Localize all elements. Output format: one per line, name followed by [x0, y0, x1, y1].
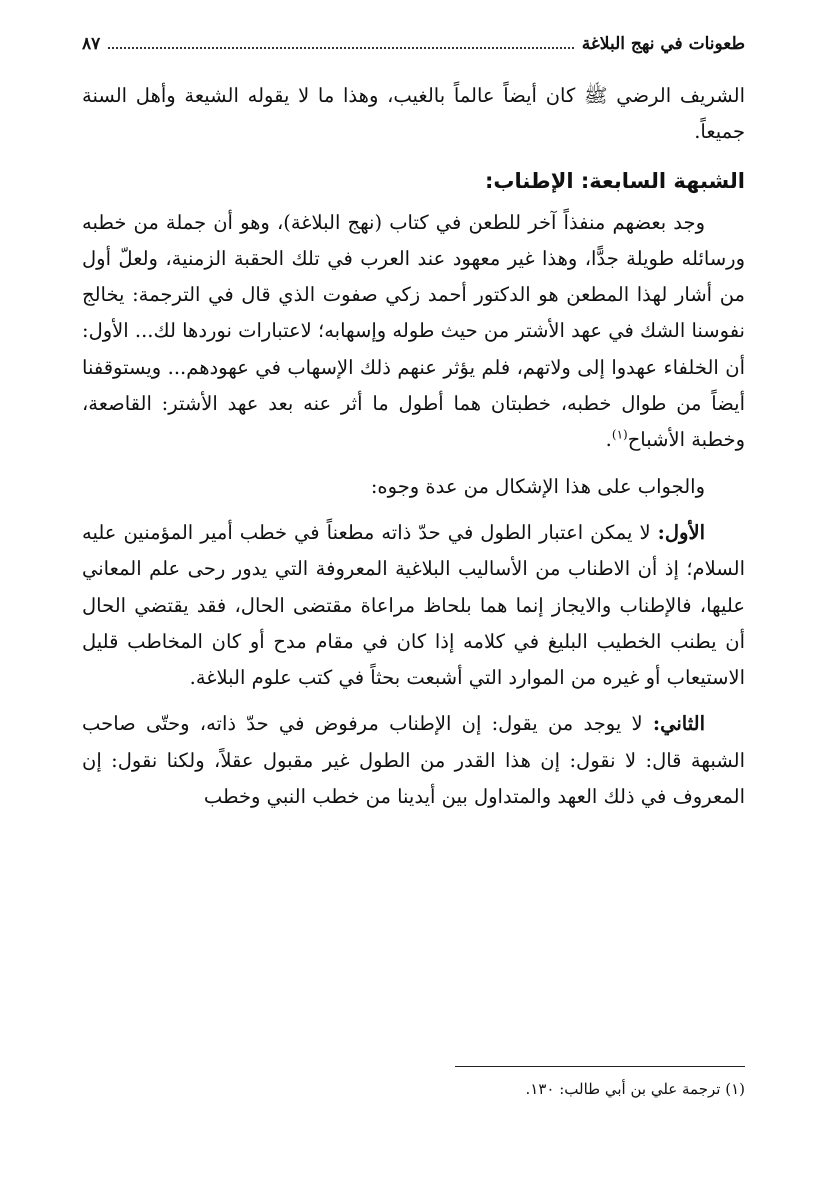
paragraph-objection-text: وجد بعضهم منفذاً آخر للطعن في كتاب (نهج البلاغة)، وهو أن جملة من خطبه ورسائله طويلة جدًّا، وهذا غير معهود عند العرب في تلك الحقبة الزمنية، ولعلّ أول من أشار لهذا المطعن هو الدكتور أحمد زكي صفوت الذي قال في الترجمة: يخالج نفوسنا الشك في عهد الأشتر من حيث طوله وإسهابه؛ لاعتبارات نوردها لك... الأول: أن الخلفاء عهدوا إلى ولاتهم، فلم يؤثر عنهم ذلك الإسهاب في عهودهم... ويستوقفنا أيضاً من طوال خطبه، خطبتان هما أطول ما أثر عنه بعد عهد الأشتر: القاصعة، وخطبة الأشباح: [82, 210, 745, 452]
second-point-label: الثاني:: [652, 712, 705, 736]
paragraph-answer-intro: والجواب على هذا الإشكال من عدة وجوه:: [370, 474, 705, 498]
body-text: [82, 78, 745, 815]
footnote-divider: [455, 1066, 745, 1067]
second-point-text: لا يوجد من يقول: إن الإطناب مرفوض في حدّ ذاته، وحتّى صاحب الشبهة قال: لا نقول: إن هذا القدر من الطول غير مقبول عقلاً، ولكنا نقول: إن المعروف في ذلك العهد والمتداول بين أيدينا من خطب النبي وخطب: [82, 712, 745, 809]
book-title: طعونات في نهج البلاغة: [581, 34, 745, 54]
paragraph-objection: [82, 205, 745, 459]
footnote: (١) ترجمة علي بن أبي طالب: ١٣٠.: [525, 1080, 745, 1098]
paragraph-second-point: [82, 706, 745, 815]
page-number: ٨٧: [82, 34, 101, 54]
paragraph-continuation: الشريف الرضي ﷺ كان أيضاً عالماً بالغيب، وهذا ما لا يقوله الشيعة وأهل السنة جميعاً.: [82, 84, 745, 144]
first-point-label: الأول:: [657, 520, 705, 544]
header-dot-leader: [108, 33, 574, 49]
paragraph-first-point: [82, 515, 745, 696]
first-point-text: لا يمكن اعتبار الطول في حدّ ذاته مطعناً في خطب أمير المؤمنين عليه السلام؛ إذ أن الاطناب من الأساليب البلاغية المعروفة التي يدور رحى علم المعاني عليها، فالإطناب والايجاز إنما هما بلحاظ مراعاة مقتضى الحال، فقد يقتضي الحال أن يطنب الخطيب البليغ في كلامه إذا كان في مقام مدح أو كان المخاطب قليل الاستيعاب أو غيره من الموارد التي أشبعت بحثاً في كتب علوم البلاغة.: [82, 520, 745, 690]
running-header: [82, 33, 745, 59]
paragraph-objection-end: .: [605, 428, 612, 452]
footnote-reference: (١): [611, 427, 628, 442]
section-heading: الشبهة السابعة: الإطناب:: [484, 168, 745, 193]
